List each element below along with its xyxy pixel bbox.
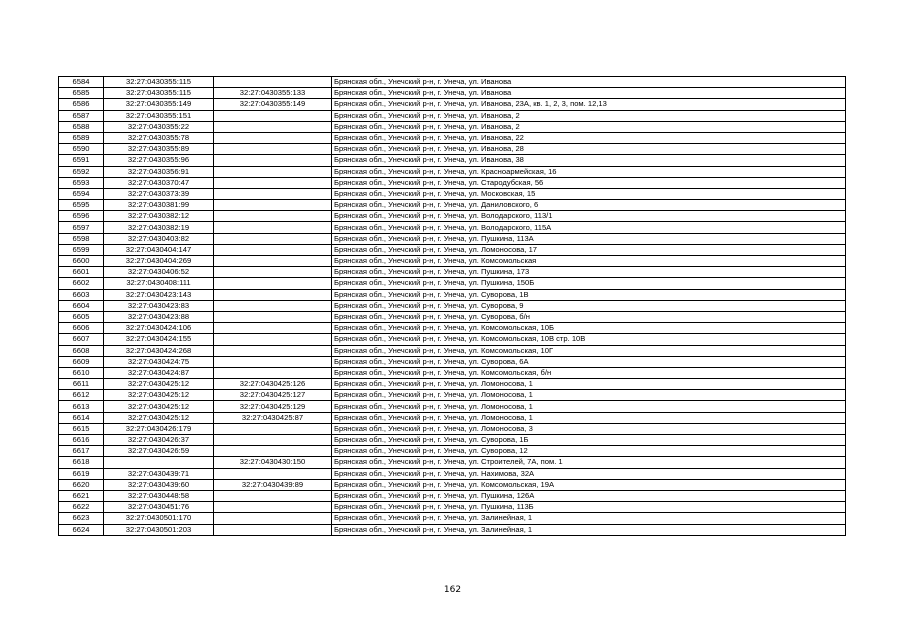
table-row [59,513,846,524]
row-number-cell: 6620 [59,479,104,490]
related-cadastral-number-cell [214,155,332,166]
cadastral-number-cell: 32:27:0430424:106 [104,323,214,334]
address-cell: Брянская обл., Унечский р-н, г. Унеча, ул. Иванова, 28 [332,144,846,155]
address-cell: Брянская обл., Унечский р-н, г. Унеча, ул. Пушкина, 126А [332,490,846,501]
address-cell: Брянская обл., Унечский р-н, г. Унеча, ул. Суворова, 12 [332,446,846,457]
address-cell: Брянская обл., Унечский р-н, г. Унеча, ул. Строителей, 7А, пом. 1 [332,457,846,468]
row-number-cell: 6610 [59,367,104,378]
table-row [59,177,846,188]
row-number-cell: 6613 [59,401,104,412]
cadastral-number-cell: 32:27:0430448:58 [104,490,214,501]
cadastral-number-cell: 32:27:0430373:39 [104,188,214,199]
row-number-cell: 6592 [59,166,104,177]
table-row [59,502,846,513]
row-number-cell: 6588 [59,121,104,132]
table-row [59,311,846,322]
address-cell: Брянская обл., Унечский р-н, г. Унеча, ул. Комсомольская, 10Г [332,345,846,356]
table-row [59,233,846,244]
related-cadastral-number-cell [214,144,332,155]
table-row [59,211,846,222]
related-cadastral-number-cell: 32:27:0430439:89 [214,479,332,490]
table-row [59,468,846,479]
related-cadastral-number-cell [214,524,332,535]
cadastral-number-cell: 32:27:0430423:83 [104,300,214,311]
related-cadastral-number-cell [214,121,332,132]
related-cadastral-number-cell [214,446,332,457]
row-number-cell: 6606 [59,323,104,334]
table-row [59,200,846,211]
address-cell: Брянская обл., Унечский р-н, г. Унеча, ул. Суворова, 9 [332,300,846,311]
address-cell: Брянская обл., Унечский р-н, г. Унеча, ул. Иванова, 2 [332,110,846,121]
related-cadastral-number-cell [214,278,332,289]
row-number-cell: 6623 [59,513,104,524]
address-cell: Брянская обл., Унечский р-н, г. Унеча, ул. Иванова, 38 [332,155,846,166]
address-cell: Брянская обл., Унечский р-н, г. Унеча, ул. Суворова, б/н [332,311,846,322]
related-cadastral-number-cell [214,110,332,121]
row-number-cell: 6594 [59,188,104,199]
related-cadastral-number-cell [214,177,332,188]
cadastral-number-cell: 32:27:0430423:88 [104,311,214,322]
address-cell: Брянская обл., Унечский р-н, г. Унеча, ул. Иванова [332,77,846,88]
table-row [59,256,846,267]
related-cadastral-number-cell [214,323,332,334]
row-number-cell: 6624 [59,524,104,535]
table-row [59,345,846,356]
row-number-cell: 6590 [59,144,104,155]
related-cadastral-number-cell [214,502,332,513]
table-row [59,401,846,412]
cadastral-number-cell: 32:27:0430424:75 [104,356,214,367]
cadastral-number-cell: 32:27:0430424:87 [104,367,214,378]
table-row [59,289,846,300]
table-row [59,300,846,311]
table-row [59,121,846,132]
cadastral-number-cell: 32:27:0430426:59 [104,446,214,457]
row-number-cell: 6591 [59,155,104,166]
address-cell: Брянская обл., Унечский р-н, г. Унеча, ул. Пушкина, 173 [332,267,846,278]
related-cadastral-number-cell [214,188,332,199]
address-cell: Брянская обл., Унечский р-н, г. Унеча, ул. Иванова, 2 [332,121,846,132]
table-row [59,132,846,143]
cadastral-number-cell: 32:27:0430370:47 [104,177,214,188]
related-cadastral-number-cell [214,490,332,501]
table-row [59,435,846,446]
address-cell: Брянская обл., Унечский р-н, г. Унеча, ул. Иванова [332,88,846,99]
related-cadastral-number-cell [214,132,332,143]
row-number-cell: 6608 [59,345,104,356]
related-cadastral-number-cell: 32:27:0430425:129 [214,401,332,412]
row-number-cell: 6589 [59,132,104,143]
related-cadastral-number-cell [214,513,332,524]
address-cell: Брянская обл., Унечский р-н, г. Унеча, ул. Московская, 15 [332,188,846,199]
table-row [59,446,846,457]
table-row [59,356,846,367]
cadastral-number-cell [104,457,214,468]
cadastral-number-cell: 32:27:0430403:82 [104,233,214,244]
related-cadastral-number-cell [214,200,332,211]
cadastral-number-cell: 32:27:0430425:12 [104,412,214,423]
related-cadastral-number-cell [214,77,332,88]
cadastral-number-cell: 32:27:0430382:19 [104,222,214,233]
related-cadastral-number-cell: 32:27:0430425:127 [214,390,332,401]
row-number-cell: 6618 [59,457,104,468]
table-row [59,222,846,233]
cadastral-number-cell: 32:27:0430408:111 [104,278,214,289]
table-row [59,77,846,88]
table-row [59,379,846,390]
table-row [59,423,846,434]
address-cell: Брянская обл., Унечский р-н, г. Унеча, ул. Комсомольская [332,256,846,267]
related-cadastral-number-cell [214,256,332,267]
row-number-cell: 6587 [59,110,104,121]
table-row [59,155,846,166]
cadastral-number-cell: 32:27:0430426:179 [104,423,214,434]
address-cell: Брянская обл., Унечский р-н, г. Унеча, ул. Красноармейская, 16 [332,166,846,177]
row-number-cell: 6598 [59,233,104,244]
related-cadastral-number-cell [214,345,332,356]
table-row [59,323,846,334]
address-cell: Брянская обл., Унечский р-н, г. Унеча, ул. Нахимова, 32А [332,468,846,479]
table-row [59,334,846,345]
row-number-cell: 6621 [59,490,104,501]
table-row [59,244,846,255]
table-row [59,390,846,401]
related-cadastral-number-cell: 32:27:0430425:87 [214,412,332,423]
row-number-cell: 6614 [59,412,104,423]
row-number-cell: 6622 [59,502,104,513]
cadastral-number-cell: 32:27:0430439:71 [104,468,214,479]
table-row [59,278,846,289]
address-cell: Брянская обл., Унечский р-н, г. Унеча, ул. Иванова, 23А, кв. 1, 2, 3, пом. 12,13 [332,99,846,110]
cadastral-number-cell: 32:27:0430404:269 [104,256,214,267]
row-number-cell: 6602 [59,278,104,289]
related-cadastral-number-cell: 32:27:0430355:133 [214,88,332,99]
address-cell: Брянская обл., Унечский р-н, г. Унеча, ул. Ломоносова, 1 [332,412,846,423]
table-row [59,490,846,501]
cadastral-number-cell: 32:27:0430404:147 [104,244,214,255]
related-cadastral-number-cell [214,289,332,300]
row-number-cell: 6600 [59,256,104,267]
row-number-cell: 6612 [59,390,104,401]
table-row [59,457,846,468]
page-number: 162 [443,585,462,595]
row-number-cell: 6619 [59,468,104,479]
table-row [59,88,846,99]
table-row [59,267,846,278]
related-cadastral-number-cell [214,311,332,322]
cadastral-number-cell: 32:27:0430424:155 [104,334,214,345]
cadastral-number-cell: 32:27:0430381:99 [104,200,214,211]
cadastral-number-cell: 32:27:0430501:203 [104,524,214,535]
cadastral-number-cell: 32:27:0430355:96 [104,155,214,166]
related-cadastral-number-cell: 32:27:0430425:126 [214,379,332,390]
cadastral-number-cell: 32:27:0430355:22 [104,121,214,132]
row-number-cell: 6593 [59,177,104,188]
cadastral-number-cell: 32:27:0430425:12 [104,401,214,412]
related-cadastral-number-cell [214,334,332,345]
table-row [59,166,846,177]
table-row [59,479,846,490]
address-cell: Брянская обл., Унечский р-н, г. Унеча, ул. Залинейная, 1 [332,513,846,524]
address-cell: Брянская обл., Унечский р-н, г. Унеча, ул. Комсомольская, б/н [332,367,846,378]
address-cell: Брянская обл., Унечский р-н, г. Унеча, ул. Комсомольская, 19А [332,479,846,490]
property-registry-table [58,76,846,536]
cadastral-number-cell: 32:27:0430451:76 [104,502,214,513]
row-number-cell: 6599 [59,244,104,255]
cadastral-number-cell: 32:27:0430423:143 [104,289,214,300]
cadastral-number-cell: 32:27:0430355:151 [104,110,214,121]
table-row [59,367,846,378]
related-cadastral-number-cell [214,356,332,367]
table-row [59,412,846,423]
table-row [59,188,846,199]
related-cadastral-number-cell [214,222,332,233]
row-number-cell: 6615 [59,423,104,434]
address-cell: Брянская обл., Унечский р-н, г. Унеча, ул. Комсомольская, 10В стр. 10В [332,334,846,345]
cadastral-number-cell: 32:27:0430424:268 [104,345,214,356]
cadastral-number-cell: 32:27:0430355:115 [104,88,214,99]
related-cadastral-number-cell [214,267,332,278]
address-cell: Брянская обл., Унечский р-н, г. Унеча, ул. Стародубская, 56 [332,177,846,188]
address-cell: Брянская обл., Унечский р-н, г. Унеча, ул. Даниловского, 6 [332,200,846,211]
related-cadastral-number-cell [214,468,332,479]
related-cadastral-number-cell [214,367,332,378]
address-cell: Брянская обл., Унечский р-н, г. Унеча, ул. Ломоносова, 17 [332,244,846,255]
address-cell: Брянская обл., Унечский р-н, г. Унеча, ул. Ломоносова, 3 [332,423,846,434]
row-number-cell: 6585 [59,88,104,99]
row-number-cell: 6616 [59,435,104,446]
cadastral-number-cell: 32:27:0430355:115 [104,77,214,88]
row-number-cell: 6611 [59,379,104,390]
related-cadastral-number-cell [214,166,332,177]
address-cell: Брянская обл., Унечский р-н, г. Унеча, ул. Володарского, 115А [332,222,846,233]
address-cell: Брянская обл., Унечский р-н, г. Унеча, ул. Ломоносова, 1 [332,379,846,390]
row-number-cell: 6605 [59,311,104,322]
table-row [59,144,846,155]
related-cadastral-number-cell [214,423,332,434]
address-cell: Брянская обл., Унечский р-н, г. Унеча, ул. Иванова, 22 [332,132,846,143]
address-cell: Брянская обл., Унечский р-н, г. Унеча, ул. Ломоносова, 1 [332,390,846,401]
cadastral-number-cell: 32:27:0430425:12 [104,379,214,390]
cadastral-number-cell: 32:27:0430382:12 [104,211,214,222]
row-number-cell: 6609 [59,356,104,367]
table-row [59,524,846,535]
table-row [59,99,846,110]
address-cell: Брянская обл., Унечский р-н, г. Унеча, ул. Пушкина, 150Б [332,278,846,289]
row-number-cell: 6584 [59,77,104,88]
address-cell: Брянская обл., Унечский р-н, г. Унеча, ул. Ломоносова, 1 [332,401,846,412]
related-cadastral-number-cell [214,300,332,311]
address-cell: Брянская обл., Унечский р-н, г. Унеча, ул. Суворова, 1В [332,289,846,300]
related-cadastral-number-cell: 32:27:0430430:150 [214,457,332,468]
row-number-cell: 6586 [59,99,104,110]
table-row [59,110,846,121]
cadastral-number-cell: 32:27:0430356:91 [104,166,214,177]
row-number-cell: 6617 [59,446,104,457]
address-cell: Брянская обл., Унечский р-н, г. Унеча, ул. Залинейная, 1 [332,524,846,535]
address-cell: Брянская обл., Унечский р-н, г. Унеча, ул. Пушкина, 113Б [332,502,846,513]
row-number-cell: 6604 [59,300,104,311]
related-cadastral-number-cell: 32:27:0430355:149 [214,99,332,110]
cadastral-number-cell: 32:27:0430439:60 [104,479,214,490]
cadastral-number-cell: 32:27:0430406:52 [104,267,214,278]
row-number-cell: 6595 [59,200,104,211]
row-number-cell: 6607 [59,334,104,345]
registry-table-body [59,77,846,536]
cadastral-number-cell: 32:27:0430355:78 [104,132,214,143]
row-number-cell: 6601 [59,267,104,278]
related-cadastral-number-cell [214,435,332,446]
related-cadastral-number-cell [214,244,332,255]
address-cell: Брянская обл., Унечский р-н, г. Унеча, ул. Володарского, 113/1 [332,211,846,222]
cadastral-number-cell: 32:27:0430426:37 [104,435,214,446]
related-cadastral-number-cell [214,233,332,244]
cadastral-number-cell: 32:27:0430355:149 [104,99,214,110]
row-number-cell: 6603 [59,289,104,300]
row-number-cell: 6597 [59,222,104,233]
cadastral-number-cell: 32:27:0430425:12 [104,390,214,401]
cadastral-number-cell: 32:27:0430355:89 [104,144,214,155]
address-cell: Брянская обл., Унечский р-н, г. Унеча, ул. Суворова, 1Б [332,435,846,446]
row-number-cell: 6596 [59,211,104,222]
address-cell: Брянская обл., Унечский р-н, г. Унеча, ул. Пушкина, 113А [332,233,846,244]
address-cell: Брянская обл., Унечский р-н, г. Унеча, ул. Суворова, 6А [332,356,846,367]
address-cell: Брянская обл., Унечский р-н, г. Унеча, ул. Комсомольская, 10Б [332,323,846,334]
related-cadastral-number-cell [214,211,332,222]
cadastral-number-cell: 32:27:0430501:170 [104,513,214,524]
